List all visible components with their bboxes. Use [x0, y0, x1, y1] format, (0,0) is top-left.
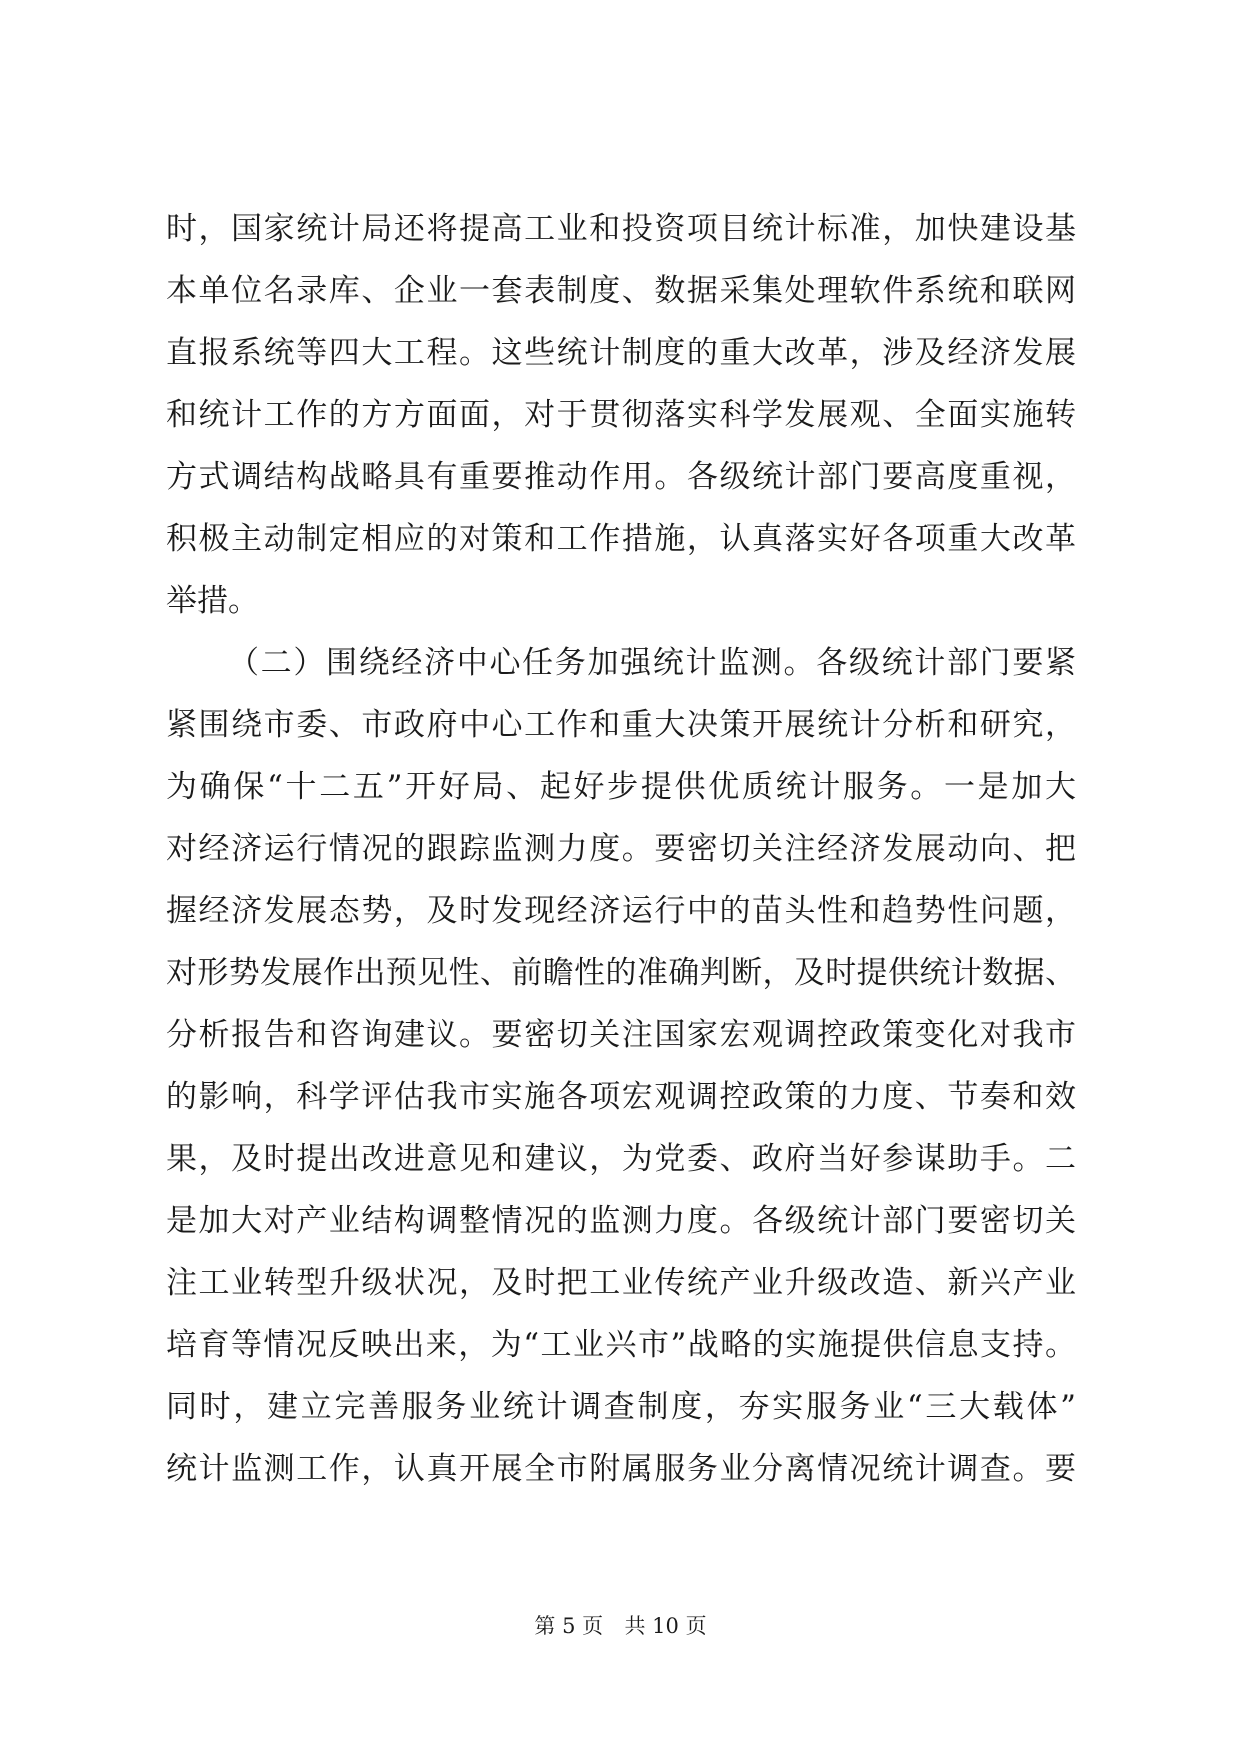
body-text-line: 积极主动制定相应的对策和工作措施，认真落实好各项重大改革	[166, 521, 1076, 557]
body-text-line: 同时，建立完善服务业统计调查制度，夯实服务业“三大载体”	[166, 1389, 1076, 1425]
body-text-line: 举措。	[166, 583, 259, 619]
body-text-line: 的影响，科学评估我市实施各项宏观调控政策的力度、节奏和效	[166, 1079, 1076, 1115]
body-text-line: 本单位名录库、企业一套表制度、数据采集处理软件系统和联网	[166, 273, 1076, 309]
body-text-line: 握经济发展态势，及时发现经济运行中的苗头性和趋势性问题，	[166, 893, 1076, 929]
body-text-line: 注工业转型升级状况，及时把工业传统产业升级改造、新兴产业	[166, 1265, 1076, 1301]
page-number: 第 5 页	[534, 1614, 604, 1638]
body-text-line: 统计监测工作，认真开展全市附属服务业分离情况统计调查。要	[166, 1451, 1076, 1487]
body-text-line: 是加大对产业结构调整情况的监测力度。各级统计部门要密切关	[166, 1203, 1076, 1239]
body-text-line: 果，及时提出改进意见和建议，为党委、政府当好参谋助手。二	[166, 1141, 1076, 1177]
body-text-line: 对形势发展作出预见性、前瞻性的准确判断，及时提供统计数据、	[166, 955, 1076, 991]
body-text-line: 时，国家统计局还将提高工业和投资项目统计标准，加快建设基	[166, 211, 1076, 247]
body-text-line: 分析报告和咨询建议。要密切关注国家宏观调控政策变化对我市	[166, 1017, 1076, 1053]
section-heading-line: （二）围绕经济中心任务加强统计监测。各级统计部门要紧	[228, 645, 1076, 681]
body-text-line: 为确保“十二五”开好局、起好步提供优质统计服务。一是加大	[166, 769, 1076, 805]
body-text-line: 对经济运行情况的跟踪监测力度。要密切关注经济发展动向、把	[166, 831, 1076, 867]
body-text-line: 方式调结构战略具有重要推动作用。各级统计部门要高度重视，	[166, 459, 1076, 495]
body-text-line: 培育等情况反映出来，为“工业兴市”战略的实施提供信息支持。	[166, 1327, 1076, 1363]
body-text-line: 直报系统等四大工程。这些统计制度的重大改革，涉及经济发展	[166, 335, 1076, 371]
body-text-line: 和统计工作的方方面面，对于贯彻落实科学发展观、全面实施转	[166, 397, 1076, 433]
page-total: 共 10 页	[624, 1614, 707, 1638]
page-footer	[0, 1611, 1241, 1641]
body-text-line: 紧围绕市委、市政府中心工作和重大决策开展统计分析和研究，	[166, 707, 1076, 743]
